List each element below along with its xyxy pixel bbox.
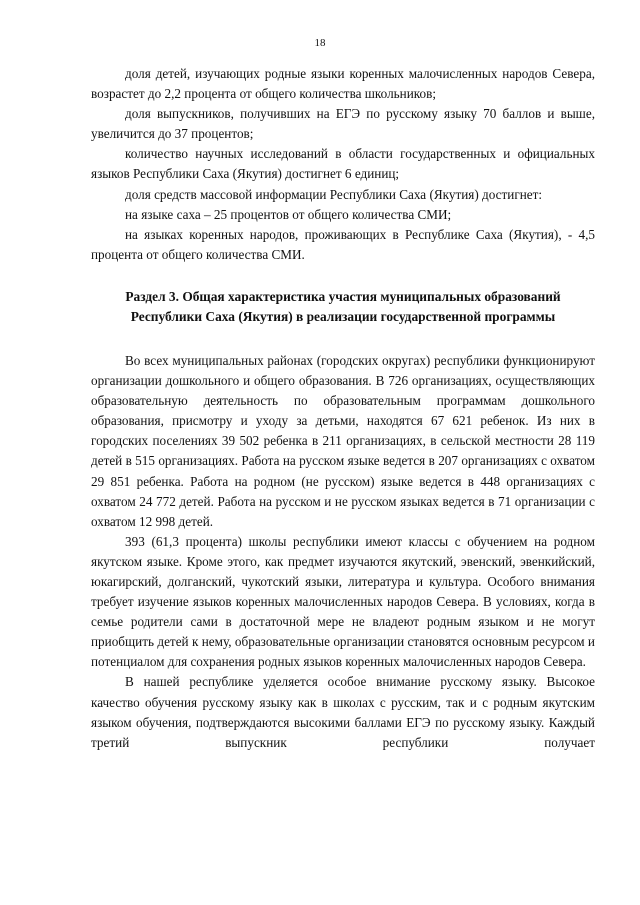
body-paragraph-3: В нашей республике уделяется особое внимание русскому языку. Высокое качество обучения русскому языку как в школах с русским, так и с родным якутским языком обучения, подтверждаются высокими баллами ЕГЭ по русскому языку. Каждый третий выпускник республики получает [91, 674, 595, 750]
intro-paragraph-5: на языке саха – 25 процентов от общего количества СМИ; [125, 206, 452, 222]
page-number: 18 [314, 37, 326, 49]
section-title-line-2: Республики Саха (Якутия) в реализации государственной программы [130, 308, 556, 324]
document-body [91, 64, 595, 753]
intro-paragraph-3: количество научных исследований в области государственных и официальных языков Республики Саха (Якутия) достигнет 6 единиц; [91, 146, 595, 182]
intro-paragraph-4: доля средств массовой информации Республики Саха (Якутия) достигнет: [125, 186, 543, 202]
body-paragraph-1: Во всех муниципальных районах (городских округах) республики функционируют организации дошкольного и общего образования. В 726 организациях, осуществляющих образовательную деятельность по образовательным программам дошкольного образования, присмотру и уходу за детьми, находятся 67 621 ребенок. Из них в городских поселениях 39 502 ребенка в 211 организациях, в сельской местности 28 119 детей в 515 организациях. Работа на русском языке ведется в 207 организациях с охватом 29 851 ребенка. Работа на родном (не русском) языке ведется в 448 организациях с охватом 24 772 детей. Работа на русском и не русском языках ведется в 71 организации с охватом 12 998 детей. [91, 352, 595, 529]
body-paragraph-2: 393 (61,3 процента) школы республики имеют классы с обучением на родном якутском языке. Кроме этого, как предмет изучаются якутский, эвенский, эвенкийский, юкагирский, долганский, чукотский языки, литература и культура. Особого внимания требует изучение языков коренных малочисленных народов Севера. В условиях, когда в семье родители сами в достаточной мере не владеют родным языком и не могут приобщить детей к нему, образовательные организации становятся основным ресурсом и потенциалом для сохранения родных языков коренных малочисленных народов Севера. [91, 533, 595, 670]
intro-paragraph-1: доля детей, изучающих родные языки коренных малочисленных народов Севера, возрастет до 2,2 процента от общего количества школьников; [91, 66, 595, 102]
section-heading [91, 287, 595, 327]
section-title-line-1: Раздел 3. Общая характеристика участия муниципальных образований [125, 288, 561, 304]
intro-paragraph-6: на языках коренных народов, проживающих в Республике Саха (Якутия), - 4,5 процента от общего количества СМИ. [91, 226, 595, 262]
intro-paragraph-2: доля выпускников, получивших на ЕГЭ по русскому языку 70 баллов и выше, увеличится до 37 процентов; [91, 106, 595, 142]
